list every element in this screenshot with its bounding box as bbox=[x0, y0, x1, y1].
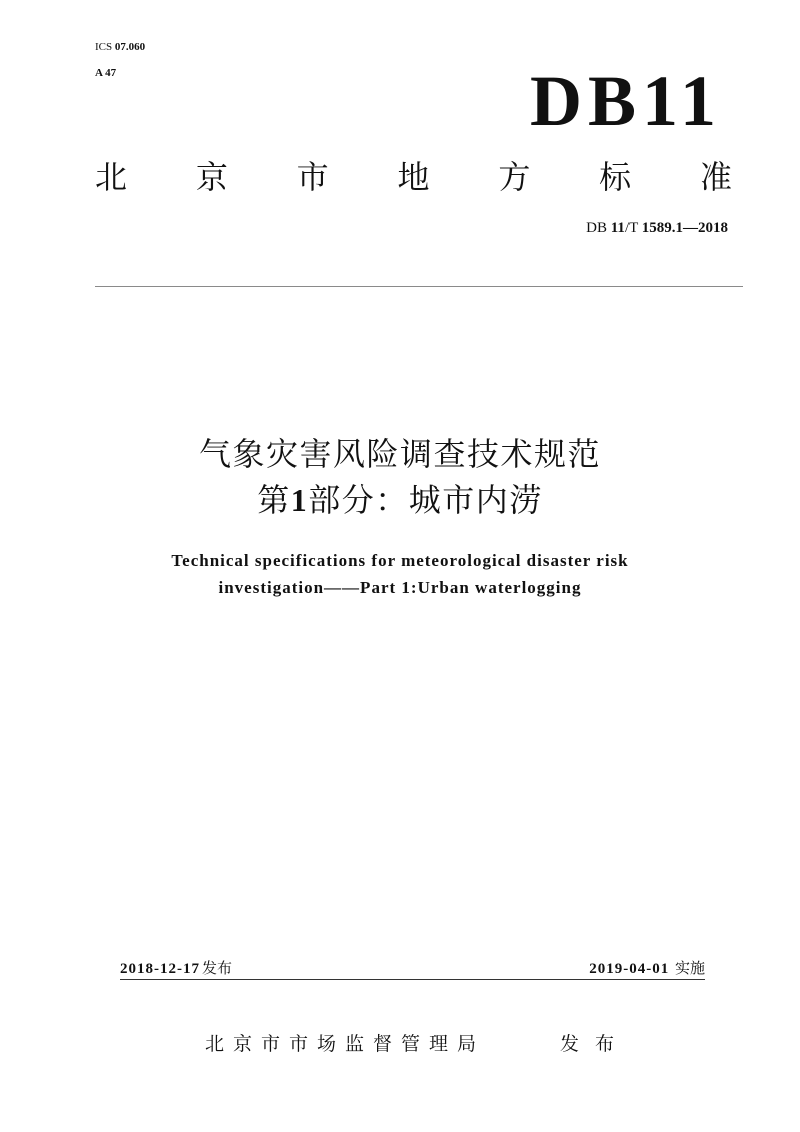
standard-type-char: 方 bbox=[498, 158, 531, 196]
issue-date: 2018-12-17 bbox=[120, 961, 200, 977]
issue-label: 发布 bbox=[202, 959, 233, 977]
implement-label: 实施 bbox=[674, 959, 705, 977]
issue-date-block bbox=[120, 958, 232, 979]
title-zh-part-rest: 部分：城市内涝 bbox=[308, 481, 543, 519]
standard-number-slash: /T bbox=[624, 220, 638, 236]
standard-type-char: 市 bbox=[296, 158, 329, 196]
implement-date: 2019-04-01 bbox=[589, 961, 670, 977]
ics-code: 07.060 bbox=[114, 41, 146, 53]
title-zh-line-1: 气象灾害风险调查技术规范 bbox=[198, 435, 601, 473]
standard-number-prefix: DB bbox=[586, 220, 607, 236]
ics-label: ICS bbox=[95, 41, 113, 53]
header-divider bbox=[95, 286, 743, 287]
title-zh-part-prefix: 第 bbox=[257, 481, 291, 519]
standard-number-region: 11 bbox=[610, 220, 625, 236]
standard-mark: DB11 bbox=[529, 61, 722, 141]
standard-type-char: 准 bbox=[699, 158, 732, 196]
issuer-name: 北京市市场监督管理局 bbox=[205, 1033, 486, 1055]
title-en-line-2: investigation——Part 1:Urban waterlogging bbox=[218, 578, 582, 597]
title-zh-line-2 bbox=[0, 481, 800, 519]
title-en-line-1: Technical specifications for meteorological disaster risk bbox=[171, 551, 629, 570]
standard-type-char: 标 bbox=[599, 158, 632, 196]
standard-type-char: 北 bbox=[95, 158, 128, 196]
standard-number-main: 1589.1—2018 bbox=[641, 220, 728, 236]
issuer-action: 发布 bbox=[560, 1033, 631, 1055]
standard-type-heading bbox=[95, 158, 732, 196]
standard-type-char: 地 bbox=[397, 158, 430, 196]
implement-date-block bbox=[589, 958, 705, 979]
standard-type-char: 京 bbox=[195, 158, 228, 196]
title-zh-part-number: 1 bbox=[290, 482, 309, 518]
ics-classification bbox=[95, 40, 145, 54]
ccs-classification: A 47 bbox=[95, 67, 117, 79]
date-divider bbox=[120, 979, 705, 980]
standard-number bbox=[586, 219, 728, 237]
